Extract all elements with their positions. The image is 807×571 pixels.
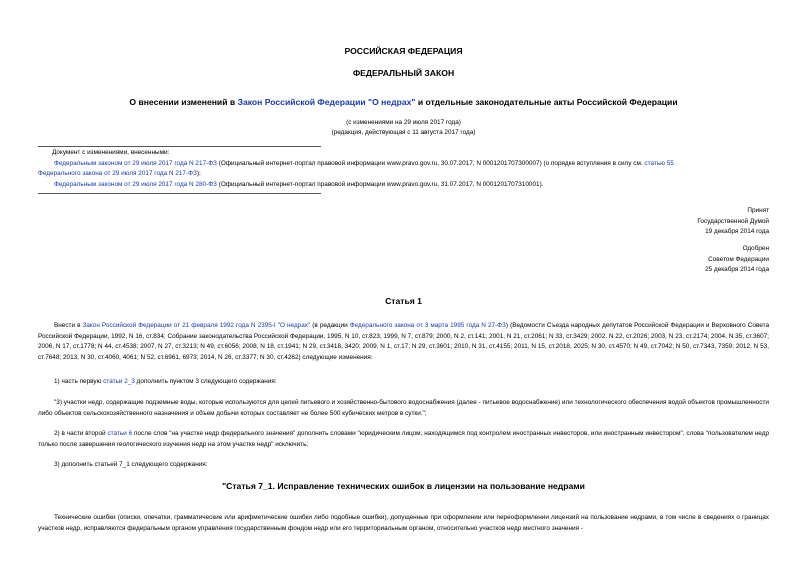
approved-block [569, 244, 769, 276]
approved-line-2: Советом Федерации [708, 255, 769, 263]
p4-article-link[interactable]: статьи 6 [107, 430, 133, 437]
approved-line-1: Одобрен [742, 245, 769, 252]
amendment-1-article-link[interactable]: статью 55 [644, 159, 674, 167]
edition-note-2: (редакция, действующая с 11 августа 2017 года) [331, 129, 476, 136]
amendment-1-line2 [38, 169, 772, 180]
p2-part-b: дополнить пунктом 3 следующего содержания: [134, 378, 277, 385]
doc-type-heading: ФЕДЕРАЛЬНЫЙ ЗАКОН [352, 68, 455, 78]
p1-federal-law-link[interactable]: Федерального закона от 3 марта 1995 года N 27-ФЗ [349, 322, 506, 329]
p1-law-link[interactable]: Закон Российской Федерации от 21 февраля 1992 года N 2395-I "О недрах" [82, 322, 311, 329]
article-1-paragraph-1 [38, 321, 769, 363]
p2-part-a: 1) часть первую [54, 378, 104, 385]
title-prefix: О внесении изменений в [129, 97, 238, 107]
article-1-item-2 [38, 429, 769, 450]
edition-note-1: (с изменениями на 29 июля 2017 года) [346, 119, 461, 126]
amendment-1-text: (Официальный интернет-портал правовой информации www.pravo.gov.ru, 30.07.2017, N 0001201707300007) (о порядке вступления в силу см. [216, 159, 645, 167]
article-1-item-1 [54, 377, 277, 388]
amendment-1-law-link[interactable]: Федерального закона от 29 июля 2017 года N 217-ФЗ [38, 170, 197, 177]
amendment-2-text: (Официальный интернет-портал правовой информации www.pravo.gov.ru, 31.07.2017, N 0001201707310001). [216, 180, 544, 188]
p1-part-b: (в редакции [310, 322, 350, 329]
title-suffix: и отдельные законодательные акты Российской Федерации [415, 97, 678, 107]
article-1-item-3: 3) дополнить статьей 7_1 следующего содержания: [54, 461, 208, 468]
amendments-intro: Документ с изменениями, внесенными: [52, 149, 170, 156]
adopted-line-2: Государственной Думой [697, 217, 769, 225]
p2-article-link[interactable]: статьи 2_3 [103, 378, 135, 385]
adopted-line-3: 19 декабря 2014 года [705, 228, 769, 235]
adopted-block [569, 206, 769, 238]
amendment-1-end: ); [196, 170, 201, 177]
adopted-line-1: Принят [747, 207, 769, 214]
approved-line-3: 25 декабря 2014 года [705, 266, 769, 273]
amendment-2-link[interactable]: Федеральным законом от 29 июля 2017 года N 280-ФЗ [54, 180, 217, 188]
p4-part-a: 2) в части второй [54, 430, 108, 437]
amendment-1-link[interactable]: Федеральным законом от 29 июля 2017 года N 217-ФЗ [54, 159, 217, 167]
p1-part-a: Внести в [54, 322, 83, 329]
country-heading: РОССИЙСКАЯ ФЕДЕРАЦИЯ [344, 46, 463, 56]
amendment-1-line1 [52, 159, 772, 170]
amendment-2-line [52, 180, 772, 191]
article-1-item-1-text: "3) участки недр, содержащие подземные воды, которые используются для целей питьевого и хозяйственно-бытового водоснабжения (далее - питьевое водоснабжение) или технологического обеспечения водой объектов промышленности либо объектов сельскохозяйственного назначения и объем добычи которых составляет не более 500 кубических метров в сутки."; [38, 399, 769, 417]
p4-part-b: после слов "на участке недр федерального значения" дополнить словами "юридическим лицом, находящимся под контролем иностранных инвесторов, или иностранным инвестором", слова "пользователем недр только после завершения геологического изучения недр на этом участке недр" исключить; [38, 430, 769, 448]
amendments-block [38, 148, 772, 190]
document-title [0, 97, 807, 107]
divider-bottom [38, 193, 321, 194]
divider-top [38, 146, 321, 147]
p1-part-c: ) (Ведомости Съезда народных депутатов Российской Федерации и Верховного Совета Российской Федерации, 1992, N 16, ст.834; Собрание законодательства Российской Федерации, 1995, N 10, ст.823; 1999, N 7, ст.879; 2000, N 2, ст.141; 2001, N 21, ст.2061; N 33, ст.3429; 2002, N 22, ст.2026; 2003, N 23, ст.2174; 2004, N 35, ст.3607; 2006, N 17, ст.1778; N 44, ст.4538; 2007, N 27, ст.3213; N 49, ст.6056; 2008, N 18, ст.1941; N 29, ст.3418, 3420; 2009, N 1, ст.17; N 29, ст.3601; 2010, N 31, ст.4155; 2011, N 15, ст.2018, 2025; N 30, ст.4570; N 49, ст.7042; N 50, ст.7343, 7359; 2012, N 53, ст.7648; 2013, N 30, ст.4060, 4061; N 52, ст.6961, 6973; 2014, N 26, ст.3377; N 30, ст.4262) следующие изменения: [38, 322, 770, 361]
article-1-heading: Статья 1 [385, 296, 422, 306]
article-7-1-paragraph: Технические ошибки (описки, опечатки, грамматические или арифметические ошибки либо подобные ошибки), допущенные при оформлении или переоформлении лицензий на пользование недрами, в том числе в сведениях о границах участков недр, исправляются федеральным органом управления государственным фондом недр или его территориальным органом, относительно участков недр местного значения - [38, 514, 769, 532]
article-7-1-heading: "Статья 7_1. Исправление технических ошибок в лицензии на пользование недрами [222, 481, 585, 491]
title-law-link[interactable]: Закон Российской Федерации "О недрах" [237, 97, 416, 107]
